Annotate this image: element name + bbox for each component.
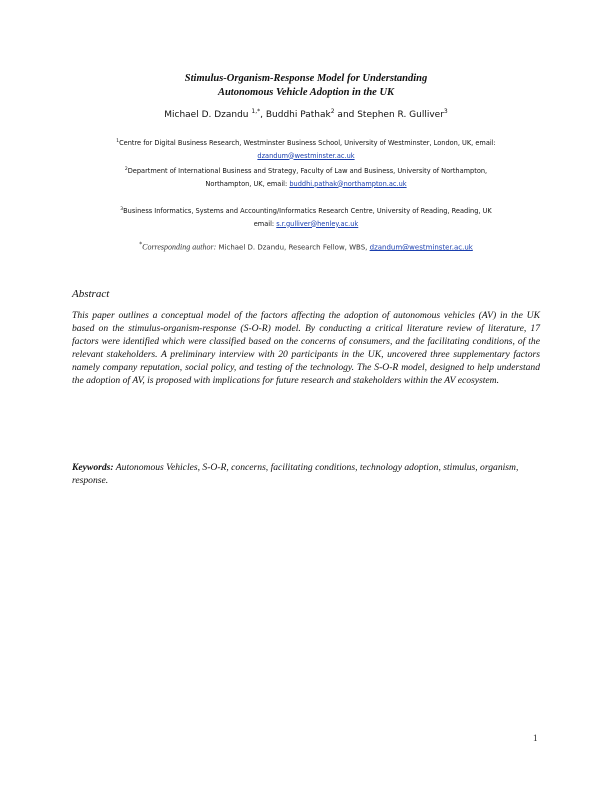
affiliation-3: [110, 204, 502, 230]
affiliation-superscript: 3: [120, 207, 124, 212]
affiliation-2: [110, 164, 502, 190]
author-name: Buddhi Pathak: [265, 110, 331, 120]
author-separator: ,: [260, 110, 266, 120]
affiliation-text: Centre for Digital Business Research, Westminster Business School, University of Westminster, London, UK, email:: [119, 139, 496, 147]
author-list: [72, 105, 540, 122]
corresponding-star: *: [139, 242, 143, 248]
affiliation-email-link[interactable]: s.r.gulliver@henley.ac.uk: [276, 219, 359, 228]
author-superscript: 3: [443, 108, 448, 115]
author-superscript: 1,*: [251, 108, 261, 115]
affiliation-email-link[interactable]: dzandum@westminster.ac.uk: [257, 151, 355, 160]
corresponding-text: Michael D. Dzandu, Research Fellow, WBS,: [216, 243, 370, 252]
affiliation-superscript: 1: [116, 139, 120, 144]
affiliation-superscript: 2: [124, 167, 128, 172]
affiliation-text-cont: email:: [253, 219, 277, 228]
corresponding-author-note: [72, 239, 540, 253]
title-line-2: Autonomous Vehicle Adoption in the UK: [217, 87, 395, 98]
author-name: Stephen R. Gulliver: [357, 110, 444, 120]
abstract-heading: Abstract: [72, 288, 110, 300]
author-separator: and: [334, 110, 358, 120]
keywords-label: Keywords:: [72, 462, 114, 473]
author-name: Michael D. Dzandu: [164, 110, 249, 120]
affiliation-email-link[interactable]: buddhi.pathak@northampton.ac.uk: [289, 179, 407, 188]
keywords-text: Autonomous Vehicles, S-O-R, concerns, facilitating conditions, technology adoption, stimulus, organism, response.: [72, 462, 519, 486]
corresponding-label: Corresponding author:: [142, 242, 217, 252]
affiliation-text: Department of International Business and Strategy, Faculty of Law and Business, University of Northampton,: [127, 167, 488, 175]
title-line-1: Stimulus-Organism-Response Model for Understanding: [184, 73, 428, 84]
affiliation-1: [110, 136, 502, 162]
keywords: [72, 461, 540, 487]
page-number: 1: [533, 733, 538, 743]
author-superscript: 2: [330, 108, 335, 115]
paper-title: [72, 72, 540, 100]
abstract-body: This paper outlines a conceptual model of the factors affecting the adoption of autonomous vehicles (AV) in the UK based on the stimulus-organism-response (S-O-R) model. By conducting a critical literature review of literature, 17 factors were identified which were classified based on the concerns of consumers, and the facilitating conditions, of the relevant stakeholders. A preliminary interview with 20 participants in the UK, uncovered three supplementary factors namely company reputation, social policy, and testing of the technology. The S-O-R model, designed to help understand the adoption of AV, is proposed with implications for future research and stakeholders within the AV ecosystem.: [72, 310, 540, 386]
affiliation-text-cont: Northampton, UK, email:: [205, 179, 290, 188]
affiliation-text: Business Informatics, Systems and Accounting/Informatics Research Centre, University of Reading, Reading, UK: [123, 207, 492, 215]
corresponding-email-link[interactable]: dzandum@westminster.ac.uk: [369, 243, 473, 252]
